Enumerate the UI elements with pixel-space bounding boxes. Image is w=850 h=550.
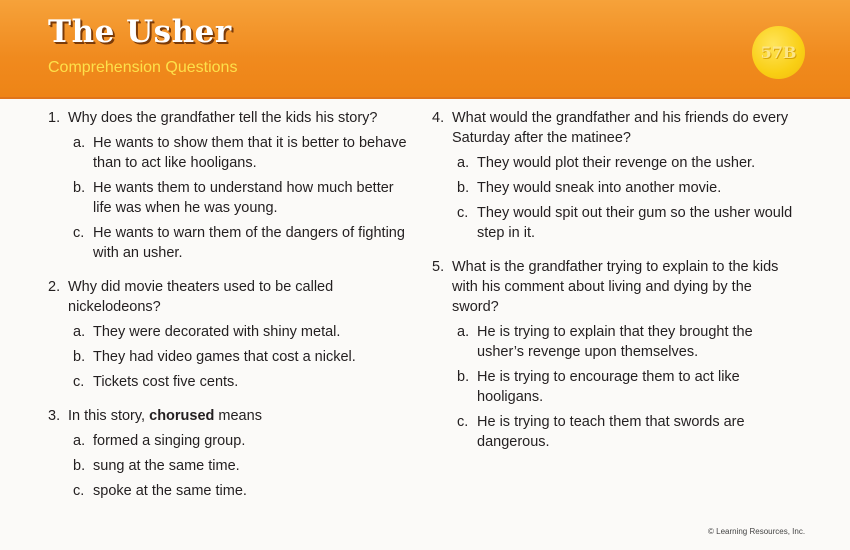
answer-option bbox=[73, 347, 408, 367]
card-title: The Usher bbox=[48, 14, 232, 50]
question-text: What would the grandfather and his friends do every Saturday after the matinee? bbox=[452, 110, 789, 146]
answer-letter: b. bbox=[457, 369, 470, 385]
answer-letter: c. bbox=[73, 483, 85, 499]
answer-option bbox=[73, 133, 408, 173]
card-number-badge: 57B bbox=[752, 26, 805, 79]
answer-letter: c. bbox=[457, 414, 469, 430]
answer-text: He wants to show them that it is better to behave than to act like hooligans. bbox=[93, 135, 407, 171]
question-text bbox=[68, 406, 408, 426]
answer-letter: a. bbox=[73, 433, 86, 449]
question-4 bbox=[432, 108, 802, 243]
answer-option bbox=[457, 203, 802, 243]
copyright-notice: © Learning Resources, Inc. bbox=[708, 527, 806, 536]
answer-option bbox=[73, 481, 408, 501]
answer-letter: c. bbox=[457, 205, 469, 221]
answer-option bbox=[73, 372, 408, 392]
answer-text: sung at the same time. bbox=[93, 458, 240, 474]
answer-letter: b. bbox=[457, 180, 470, 196]
answer-letter: a. bbox=[73, 135, 86, 151]
answer-text: They were decorated with shiny metal. bbox=[93, 324, 341, 340]
answer-option bbox=[73, 456, 408, 476]
answer-text: He is trying to explain that they brought the usher’s revenge upon themselves. bbox=[477, 324, 753, 360]
answer-text: Tickets cost five cents. bbox=[93, 374, 239, 390]
answer-text: They had video games that cost a nickel. bbox=[93, 349, 356, 365]
answer-option bbox=[457, 178, 802, 198]
right-column bbox=[432, 108, 802, 466]
question-number: 3. bbox=[48, 408, 61, 424]
answer-text: formed a singing group. bbox=[93, 433, 246, 449]
answer-letter: a. bbox=[73, 324, 86, 340]
question-5 bbox=[432, 257, 802, 452]
answer-letter: c. bbox=[73, 374, 85, 390]
answer-text: He wants to warn them of the dangers of fighting with an usher. bbox=[93, 225, 405, 261]
answer-letter: a. bbox=[457, 324, 470, 340]
question-number: 4. bbox=[432, 110, 445, 126]
answer-text: He is trying to encourage them to act like hooligans. bbox=[477, 369, 740, 405]
answer-text: They would sneak into another movie. bbox=[477, 180, 722, 196]
answer-letter: b. bbox=[73, 349, 86, 365]
question-2 bbox=[48, 277, 408, 392]
answer-letter: a. bbox=[457, 155, 470, 171]
card-subtitle: Comprehension Questions bbox=[48, 59, 238, 76]
question-number: 1. bbox=[48, 110, 61, 126]
question-text-after: means bbox=[214, 408, 262, 424]
question-text: What is the grandfather trying to explain to the kids with his comment about living and dying by the sword? bbox=[452, 259, 779, 315]
question-text: Why did movie theaters used to be called nickelodeons? bbox=[68, 279, 334, 315]
left-column bbox=[48, 108, 408, 515]
vocabulary-word: chorused bbox=[149, 408, 215, 424]
question-number: 5. bbox=[432, 259, 445, 275]
question-number: 2. bbox=[48, 279, 61, 295]
answer-option bbox=[457, 367, 802, 407]
answer-option bbox=[73, 431, 408, 451]
question-text-before: In this story, bbox=[68, 408, 150, 424]
answer-letter: b. bbox=[73, 458, 86, 474]
answer-text: He wants them to understand how much better life was when he was young. bbox=[93, 180, 394, 216]
answer-text: They would spit out their gum so the usher would step in it. bbox=[477, 205, 793, 241]
question-1 bbox=[48, 108, 408, 263]
question-3 bbox=[48, 406, 408, 501]
answer-option bbox=[457, 412, 802, 452]
header-banner bbox=[0, 0, 850, 99]
answer-text: They would plot their revenge on the usher. bbox=[477, 155, 756, 171]
question-text: Why does the grandfather tell the kids his story? bbox=[68, 110, 378, 126]
answer-letter: c. bbox=[73, 225, 85, 241]
answer-letter: b. bbox=[73, 180, 86, 196]
answer-option bbox=[73, 223, 408, 263]
answer-option bbox=[457, 153, 802, 173]
answer-text: He is trying to teach them that swords are dangerous. bbox=[477, 414, 745, 450]
answer-text: spoke at the same time. bbox=[93, 483, 247, 499]
answer-option bbox=[73, 322, 408, 342]
answer-option bbox=[457, 322, 802, 362]
answer-option bbox=[73, 178, 408, 218]
